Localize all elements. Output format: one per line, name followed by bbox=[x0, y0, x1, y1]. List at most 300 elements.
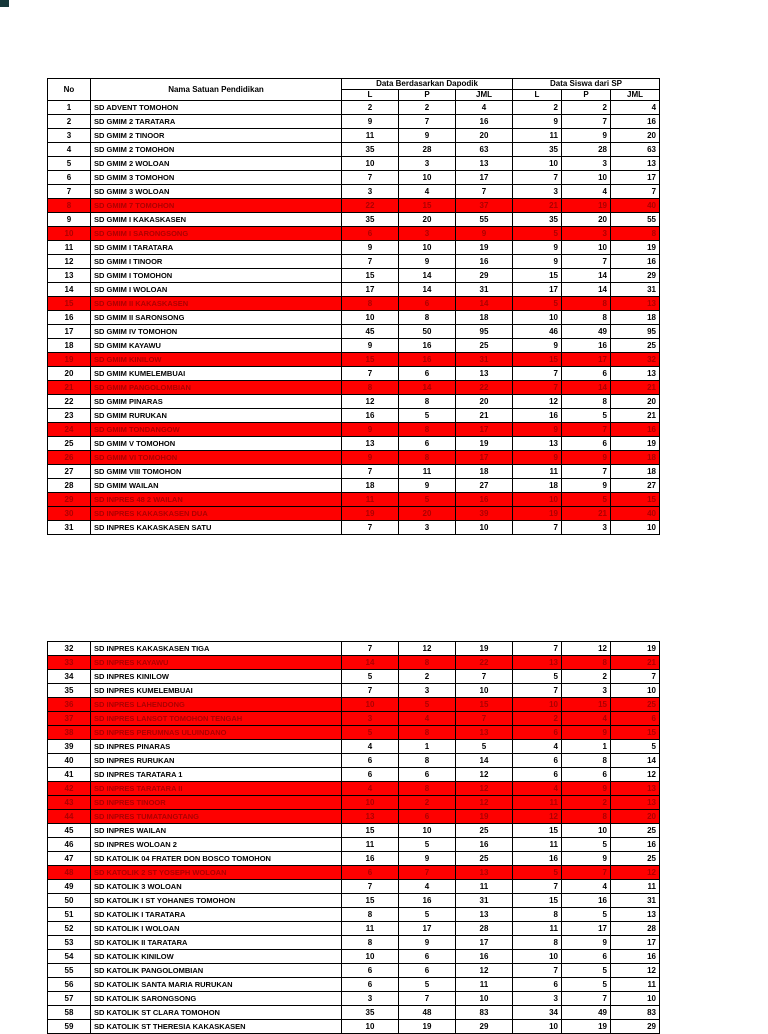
dapodik-jml-cell: 29 bbox=[456, 269, 513, 283]
sp-jml-cell: 83 bbox=[611, 1006, 660, 1020]
dapodik-l-cell: 4 bbox=[342, 782, 399, 796]
dapodik-l-cell: 7 bbox=[342, 171, 399, 185]
dapodik-p-cell: 4 bbox=[399, 712, 456, 726]
school-name-cell: SD KATOLIK SARONGSONG bbox=[91, 992, 342, 1006]
school-name-cell: SD GMIM I TARATARA bbox=[91, 241, 342, 255]
school-name-cell: SD GMIM V TOMOHON bbox=[91, 437, 342, 451]
school-name-cell: SD GMIM II SARONSONG bbox=[91, 311, 342, 325]
sp-jml-cell: 21 bbox=[611, 409, 660, 423]
table-row bbox=[48, 465, 660, 479]
sp-p-cell: 8 bbox=[562, 297, 611, 311]
dapodik-l-cell: 16 bbox=[342, 409, 399, 423]
sp-jml-cell: 4 bbox=[611, 101, 660, 115]
dapodik-l-cell: 4 bbox=[342, 740, 399, 754]
sp-p-cell: 5 bbox=[562, 978, 611, 992]
sp-l-cell: 11 bbox=[513, 838, 562, 852]
sp-p-cell: 2 bbox=[562, 101, 611, 115]
school-name-cell: SD GMIM WAILAN bbox=[91, 479, 342, 493]
dapodik-p-cell: 6 bbox=[399, 437, 456, 451]
sp-l-cell: 13 bbox=[513, 656, 562, 670]
row-number-cell: 54 bbox=[48, 950, 91, 964]
dapodik-p-cell: 16 bbox=[399, 353, 456, 367]
school-name-cell: SD KATOLIK 2 ST YOSEPH WOLOAN bbox=[91, 866, 342, 880]
table-row bbox=[48, 395, 660, 409]
row-number-cell: 26 bbox=[48, 451, 91, 465]
row-number-cell: 29 bbox=[48, 493, 91, 507]
row-number-cell: 43 bbox=[48, 796, 91, 810]
dapodik-p-cell: 20 bbox=[399, 507, 456, 521]
dapodik-p-cell: 7 bbox=[399, 866, 456, 880]
dapodik-p-cell: 16 bbox=[399, 339, 456, 353]
dapodik-p-cell: 5 bbox=[399, 978, 456, 992]
school-name-cell: SD GMIM II KAKASKASEN bbox=[91, 297, 342, 311]
table-row-flagged bbox=[48, 782, 660, 796]
sp-l-cell: 5 bbox=[513, 670, 562, 684]
school-name-cell: SD KATOLIK I WOLOAN bbox=[91, 922, 342, 936]
dapodik-p-cell: 2 bbox=[399, 796, 456, 810]
sp-p-cell: 3 bbox=[562, 157, 611, 171]
sp-jml-cell: 15 bbox=[611, 493, 660, 507]
dapodik-jml-cell: 17 bbox=[456, 936, 513, 950]
dapodik-l-cell: 5 bbox=[342, 670, 399, 684]
sp-p-cell: 7 bbox=[562, 255, 611, 269]
row-number-cell: 37 bbox=[48, 712, 91, 726]
school-name-cell: SD KATOLIK KINILOW bbox=[91, 950, 342, 964]
dapodik-p-cell: 8 bbox=[399, 726, 456, 740]
table-row-flagged bbox=[48, 698, 660, 712]
school-name-cell: SD INPRES 48 2 WAILAN bbox=[91, 493, 342, 507]
sp-l-cell: 7 bbox=[513, 171, 562, 185]
school-name-cell: SD INPRES KUMELEMBUAI bbox=[91, 684, 342, 698]
dapodik-jml-cell: 16 bbox=[456, 115, 513, 129]
table-header bbox=[48, 79, 660, 101]
dapodik-l-cell: 15 bbox=[342, 824, 399, 838]
sp-p-cell: 17 bbox=[562, 922, 611, 936]
dapodik-l-cell: 6 bbox=[342, 964, 399, 978]
sp-p-cell: 9 bbox=[562, 782, 611, 796]
sp-l-cell: 5 bbox=[513, 297, 562, 311]
sp-p-cell: 8 bbox=[562, 656, 611, 670]
school-data-table-page1 bbox=[47, 78, 660, 535]
dapodik-p-cell: 8 bbox=[399, 782, 456, 796]
sp-p-cell: 7 bbox=[562, 866, 611, 880]
sp-jml-cell: 6 bbox=[611, 712, 660, 726]
school-name-cell: SD GMIM I TINOOR bbox=[91, 255, 342, 269]
dapodik-l-cell: 7 bbox=[342, 684, 399, 698]
row-number-cell: 5 bbox=[48, 157, 91, 171]
table-row bbox=[48, 852, 660, 866]
sp-p-cell: 4 bbox=[562, 880, 611, 894]
sp-p-cell: 5 bbox=[562, 908, 611, 922]
sp-l-cell: 10 bbox=[513, 493, 562, 507]
school-name-cell: SD GMIM VI TOMOHON bbox=[91, 451, 342, 465]
row-number-cell: 11 bbox=[48, 241, 91, 255]
dapodik-jml-cell: 18 bbox=[456, 311, 513, 325]
sp-jml-cell: 12 bbox=[611, 866, 660, 880]
sp-l-cell: 6 bbox=[513, 726, 562, 740]
sp-l-cell: 35 bbox=[513, 213, 562, 227]
dapodik-p-cell: 5 bbox=[399, 908, 456, 922]
table-row bbox=[48, 740, 660, 754]
sp-l-cell: 18 bbox=[513, 479, 562, 493]
sp-p-cell: 16 bbox=[562, 894, 611, 908]
header-sp-l: L bbox=[513, 90, 562, 101]
row-number-cell: 15 bbox=[48, 297, 91, 311]
dapodik-jml-cell: 12 bbox=[456, 964, 513, 978]
dapodik-l-cell: 10 bbox=[342, 698, 399, 712]
dapodik-l-cell: 9 bbox=[342, 451, 399, 465]
sp-l-cell: 9 bbox=[513, 451, 562, 465]
dapodik-l-cell: 8 bbox=[342, 936, 399, 950]
dapodik-jml-cell: 19 bbox=[456, 241, 513, 255]
sp-p-cell: 7 bbox=[562, 115, 611, 129]
school-name-cell: SD KATOLIK I TARATARA bbox=[91, 908, 342, 922]
dapodik-jml-cell: 14 bbox=[456, 754, 513, 768]
dapodik-jml-cell: 22 bbox=[456, 381, 513, 395]
dapodik-p-cell: 6 bbox=[399, 768, 456, 782]
school-name-cell: SD KATOLIK II TARATARA bbox=[91, 936, 342, 950]
dapodik-jml-cell: 37 bbox=[456, 199, 513, 213]
row-number-cell: 3 bbox=[48, 129, 91, 143]
school-name-cell: SD KATOLIK ST THERESIA KAKASKASEN bbox=[91, 1020, 342, 1034]
sp-l-cell: 7 bbox=[513, 642, 562, 656]
row-number-cell: 44 bbox=[48, 810, 91, 824]
row-number-cell: 59 bbox=[48, 1020, 91, 1034]
school-name-cell: SD GMIM 2 WOLOAN bbox=[91, 157, 342, 171]
table-row bbox=[48, 157, 660, 171]
sp-jml-cell: 12 bbox=[611, 768, 660, 782]
row-number-cell: 58 bbox=[48, 1006, 91, 1020]
row-number-cell: 30 bbox=[48, 507, 91, 521]
sp-l-cell: 3 bbox=[513, 185, 562, 199]
dapodik-l-cell: 10 bbox=[342, 950, 399, 964]
sp-jml-cell: 10 bbox=[611, 521, 660, 535]
sp-jml-cell: 31 bbox=[611, 283, 660, 297]
row-number-cell: 25 bbox=[48, 437, 91, 451]
sp-jml-cell: 27 bbox=[611, 479, 660, 493]
sp-jml-cell: 13 bbox=[611, 908, 660, 922]
sp-p-cell: 10 bbox=[562, 241, 611, 255]
dapodik-p-cell: 3 bbox=[399, 521, 456, 535]
row-number-cell: 41 bbox=[48, 768, 91, 782]
dapodik-jml-cell: 16 bbox=[456, 838, 513, 852]
dapodik-p-cell: 5 bbox=[399, 409, 456, 423]
sp-l-cell: 10 bbox=[513, 311, 562, 325]
sp-jml-cell: 16 bbox=[611, 255, 660, 269]
school-name-cell: SD GMIM 7 TOMOHON bbox=[91, 199, 342, 213]
table-row bbox=[48, 129, 660, 143]
school-name-cell: SD INPRES PINARAS bbox=[91, 740, 342, 754]
sp-l-cell: 15 bbox=[513, 269, 562, 283]
table-row-flagged bbox=[48, 656, 660, 670]
row-number-cell: 24 bbox=[48, 423, 91, 437]
school-name-cell: SD GMIM I KAKASKASEN bbox=[91, 213, 342, 227]
dapodik-l-cell: 12 bbox=[342, 395, 399, 409]
dapodik-p-cell: 10 bbox=[399, 171, 456, 185]
header-sp-p: P bbox=[562, 90, 611, 101]
row-number-cell: 18 bbox=[48, 339, 91, 353]
dapodik-p-cell: 5 bbox=[399, 698, 456, 712]
school-name-cell: SD GMIM RURUKAN bbox=[91, 409, 342, 423]
table-row bbox=[48, 992, 660, 1006]
table-row-flagged bbox=[48, 451, 660, 465]
header-group-sp: Data Siswa dari SP bbox=[513, 79, 660, 90]
sp-p-cell: 6 bbox=[562, 768, 611, 782]
sp-jml-cell: 14 bbox=[611, 754, 660, 768]
sp-l-cell: 8 bbox=[513, 908, 562, 922]
header-group-dapodik: Data Berdasarkan Dapodik bbox=[342, 79, 513, 90]
sp-p-cell: 49 bbox=[562, 325, 611, 339]
sp-jml-cell: 13 bbox=[611, 782, 660, 796]
header-no: No bbox=[48, 79, 91, 101]
table-row bbox=[48, 311, 660, 325]
school-name-cell: SD GMIM I SARONGSONG bbox=[91, 227, 342, 241]
table-row-flagged bbox=[48, 712, 660, 726]
dapodik-p-cell: 6 bbox=[399, 367, 456, 381]
dapodik-l-cell: 15 bbox=[342, 353, 399, 367]
dapodik-l-cell: 6 bbox=[342, 754, 399, 768]
dapodik-p-cell: 8 bbox=[399, 423, 456, 437]
table-row bbox=[48, 409, 660, 423]
row-number-cell: 38 bbox=[48, 726, 91, 740]
sp-jml-cell: 10 bbox=[611, 992, 660, 1006]
dapodik-jml-cell: 31 bbox=[456, 353, 513, 367]
sp-jml-cell: 25 bbox=[611, 852, 660, 866]
sp-jml-cell: 20 bbox=[611, 810, 660, 824]
dapodik-jml-cell: 31 bbox=[456, 894, 513, 908]
sp-jml-cell: 17 bbox=[611, 936, 660, 950]
school-name-cell: SD GMIM 3 TOMOHON bbox=[91, 171, 342, 185]
row-number-cell: 34 bbox=[48, 670, 91, 684]
dapodik-l-cell: 7 bbox=[342, 465, 399, 479]
dapodik-l-cell: 6 bbox=[342, 227, 399, 241]
school-data-table-page2 bbox=[47, 641, 660, 1034]
table-row-flagged bbox=[48, 423, 660, 437]
dapodik-p-cell: 14 bbox=[399, 283, 456, 297]
dapodik-jml-cell: 16 bbox=[456, 255, 513, 269]
dapodik-p-cell: 8 bbox=[399, 754, 456, 768]
sp-jml-cell: 16 bbox=[611, 115, 660, 129]
dapodik-p-cell: 16 bbox=[399, 894, 456, 908]
dapodik-p-cell: 7 bbox=[399, 992, 456, 1006]
dapodik-l-cell: 16 bbox=[342, 852, 399, 866]
row-number-cell: 48 bbox=[48, 866, 91, 880]
school-name-cell: SD GMIM KINILOW bbox=[91, 353, 342, 367]
school-name-cell: SD INPRES WOLOAN 2 bbox=[91, 838, 342, 852]
sp-p-cell: 8 bbox=[562, 810, 611, 824]
dapodik-p-cell: 14 bbox=[399, 381, 456, 395]
dapodik-jml-cell: 21 bbox=[456, 409, 513, 423]
dapodik-jml-cell: 9 bbox=[456, 227, 513, 241]
school-name-cell: SD GMIM 2 TINOOR bbox=[91, 129, 342, 143]
school-name-cell: SD INPRES KAYAWU bbox=[91, 656, 342, 670]
row-number-cell: 22 bbox=[48, 395, 91, 409]
dapodik-jml-cell: 11 bbox=[456, 978, 513, 992]
sp-jml-cell: 13 bbox=[611, 297, 660, 311]
dapodik-jml-cell: 13 bbox=[456, 866, 513, 880]
school-name-cell: SD INPRES KINILOW bbox=[91, 670, 342, 684]
school-name-cell: SD INPRES TINOOR bbox=[91, 796, 342, 810]
sp-jml-cell: 19 bbox=[611, 241, 660, 255]
sp-p-cell: 16 bbox=[562, 339, 611, 353]
table-row bbox=[48, 684, 660, 698]
dapodik-jml-cell: 13 bbox=[456, 367, 513, 381]
row-number-cell: 1 bbox=[48, 101, 91, 115]
table-row bbox=[48, 115, 660, 129]
dapodik-jml-cell: 11 bbox=[456, 880, 513, 894]
school-name-cell: SD KATOLIK 3 WOLOAN bbox=[91, 880, 342, 894]
sp-jml-cell: 20 bbox=[611, 395, 660, 409]
dapodik-jml-cell: 12 bbox=[456, 782, 513, 796]
sp-l-cell: 7 bbox=[513, 684, 562, 698]
dapodik-p-cell: 9 bbox=[399, 852, 456, 866]
sp-p-cell: 5 bbox=[562, 838, 611, 852]
sp-l-cell: 11 bbox=[513, 922, 562, 936]
row-number-cell: 51 bbox=[48, 908, 91, 922]
table-row bbox=[48, 908, 660, 922]
dapodik-jml-cell: 19 bbox=[456, 437, 513, 451]
sp-l-cell: 9 bbox=[513, 423, 562, 437]
sp-jml-cell: 7 bbox=[611, 185, 660, 199]
sp-jml-cell: 95 bbox=[611, 325, 660, 339]
school-name-cell: SD GMIM PINARAS bbox=[91, 395, 342, 409]
dapodik-p-cell: 28 bbox=[399, 143, 456, 157]
sp-p-cell: 15 bbox=[562, 698, 611, 712]
dapodik-jml-cell: 95 bbox=[456, 325, 513, 339]
school-name-cell: SD GMIM VIII TOMOHON bbox=[91, 465, 342, 479]
row-number-cell: 33 bbox=[48, 656, 91, 670]
school-name-cell: SD KATOLIK ST CLARA TOMOHON bbox=[91, 1006, 342, 1020]
sp-p-cell: 19 bbox=[562, 1020, 611, 1034]
sp-l-cell: 10 bbox=[513, 698, 562, 712]
school-name-cell: SD INPRES TUMATANGTANG bbox=[91, 810, 342, 824]
dapodik-jml-cell: 7 bbox=[456, 670, 513, 684]
sp-p-cell: 3 bbox=[562, 521, 611, 535]
dapodik-jml-cell: 25 bbox=[456, 852, 513, 866]
dapodik-jml-cell: 17 bbox=[456, 171, 513, 185]
row-number-cell: 47 bbox=[48, 852, 91, 866]
sp-jml-cell: 19 bbox=[611, 437, 660, 451]
dapodik-l-cell: 7 bbox=[342, 367, 399, 381]
dapodik-jml-cell: 12 bbox=[456, 768, 513, 782]
sp-jml-cell: 18 bbox=[611, 311, 660, 325]
dapodik-l-cell: 7 bbox=[342, 521, 399, 535]
sp-p-cell: 2 bbox=[562, 670, 611, 684]
dapodik-l-cell: 11 bbox=[342, 129, 399, 143]
dapodik-l-cell: 7 bbox=[342, 880, 399, 894]
school-name-cell: SD INPRES WAILAN bbox=[91, 824, 342, 838]
dapodik-l-cell: 18 bbox=[342, 479, 399, 493]
dapodik-p-cell: 14 bbox=[399, 269, 456, 283]
row-number-cell: 4 bbox=[48, 143, 91, 157]
sp-p-cell: 3 bbox=[562, 227, 611, 241]
dapodik-jml-cell: 13 bbox=[456, 726, 513, 740]
school-name-cell: SD GMIM I WOLOAN bbox=[91, 283, 342, 297]
sp-p-cell: 9 bbox=[562, 451, 611, 465]
sp-jml-cell: 11 bbox=[611, 880, 660, 894]
school-name-cell: SD GMIM 3 WOLOAN bbox=[91, 185, 342, 199]
dapodik-p-cell: 3 bbox=[399, 227, 456, 241]
dapodik-p-cell: 2 bbox=[399, 101, 456, 115]
table-row bbox=[48, 978, 660, 992]
dapodik-l-cell: 7 bbox=[342, 255, 399, 269]
dapodik-jml-cell: 17 bbox=[456, 451, 513, 465]
row-number-cell: 32 bbox=[48, 642, 91, 656]
sp-p-cell: 3 bbox=[562, 684, 611, 698]
table-row bbox=[48, 880, 660, 894]
dapodik-p-cell: 8 bbox=[399, 656, 456, 670]
sp-p-cell: 8 bbox=[562, 754, 611, 768]
table-row bbox=[48, 768, 660, 782]
dapodik-l-cell: 2 bbox=[342, 101, 399, 115]
dapodik-jml-cell: 19 bbox=[456, 810, 513, 824]
table-row bbox=[48, 936, 660, 950]
sp-jml-cell: 40 bbox=[611, 507, 660, 521]
sp-p-cell: 2 bbox=[562, 796, 611, 810]
sp-l-cell: 12 bbox=[513, 810, 562, 824]
sp-p-cell: 1 bbox=[562, 740, 611, 754]
sp-jml-cell: 12 bbox=[611, 964, 660, 978]
sp-l-cell: 19 bbox=[513, 507, 562, 521]
sp-p-cell: 17 bbox=[562, 353, 611, 367]
dapodik-jml-cell: 39 bbox=[456, 507, 513, 521]
sp-l-cell: 5 bbox=[513, 866, 562, 880]
dapodik-l-cell: 3 bbox=[342, 992, 399, 1006]
sp-l-cell: 9 bbox=[513, 241, 562, 255]
dapodik-p-cell: 17 bbox=[399, 922, 456, 936]
sp-p-cell: 6 bbox=[562, 367, 611, 381]
sp-l-cell: 9 bbox=[513, 339, 562, 353]
dapodik-l-cell: 35 bbox=[342, 213, 399, 227]
row-number-cell: 16 bbox=[48, 311, 91, 325]
dapodik-l-cell: 13 bbox=[342, 437, 399, 451]
row-number-cell: 23 bbox=[48, 409, 91, 423]
sp-l-cell: 7 bbox=[513, 367, 562, 381]
dapodik-jml-cell: 16 bbox=[456, 493, 513, 507]
dapodik-jml-cell: 16 bbox=[456, 950, 513, 964]
dapodik-l-cell: 3 bbox=[342, 712, 399, 726]
sp-l-cell: 7 bbox=[513, 964, 562, 978]
school-name-cell: SD GMIM PANGOLOMBIAN bbox=[91, 381, 342, 395]
row-number-cell: 6 bbox=[48, 171, 91, 185]
sp-jml-cell: 31 bbox=[611, 894, 660, 908]
sp-jml-cell: 21 bbox=[611, 381, 660, 395]
dapodik-l-cell: 6 bbox=[342, 768, 399, 782]
dapodik-l-cell: 11 bbox=[342, 838, 399, 852]
table-row bbox=[48, 171, 660, 185]
row-number-cell: 55 bbox=[48, 964, 91, 978]
dapodik-l-cell: 17 bbox=[342, 283, 399, 297]
row-number-cell: 53 bbox=[48, 936, 91, 950]
sp-p-cell: 8 bbox=[562, 311, 611, 325]
sp-l-cell: 16 bbox=[513, 852, 562, 866]
sp-p-cell: 9 bbox=[562, 936, 611, 950]
dapodik-l-cell: 10 bbox=[342, 311, 399, 325]
sp-l-cell: 11 bbox=[513, 465, 562, 479]
dapodik-l-cell: 8 bbox=[342, 908, 399, 922]
sp-jml-cell: 63 bbox=[611, 143, 660, 157]
school-name-cell: SD INPRES LANSOT TOMOHON TENGAH bbox=[91, 712, 342, 726]
sp-p-cell: 19 bbox=[562, 199, 611, 213]
school-name-cell: SD GMIM TONDANGOW bbox=[91, 423, 342, 437]
dapodik-l-cell: 7 bbox=[342, 642, 399, 656]
row-number-cell: 36 bbox=[48, 698, 91, 712]
dapodik-l-cell: 35 bbox=[342, 143, 399, 157]
school-name-cell: SD INPRES KAKASKASEN TIGA bbox=[91, 642, 342, 656]
sp-l-cell: 5 bbox=[513, 227, 562, 241]
dapodik-jml-cell: 25 bbox=[456, 339, 513, 353]
sp-jml-cell: 8 bbox=[611, 227, 660, 241]
